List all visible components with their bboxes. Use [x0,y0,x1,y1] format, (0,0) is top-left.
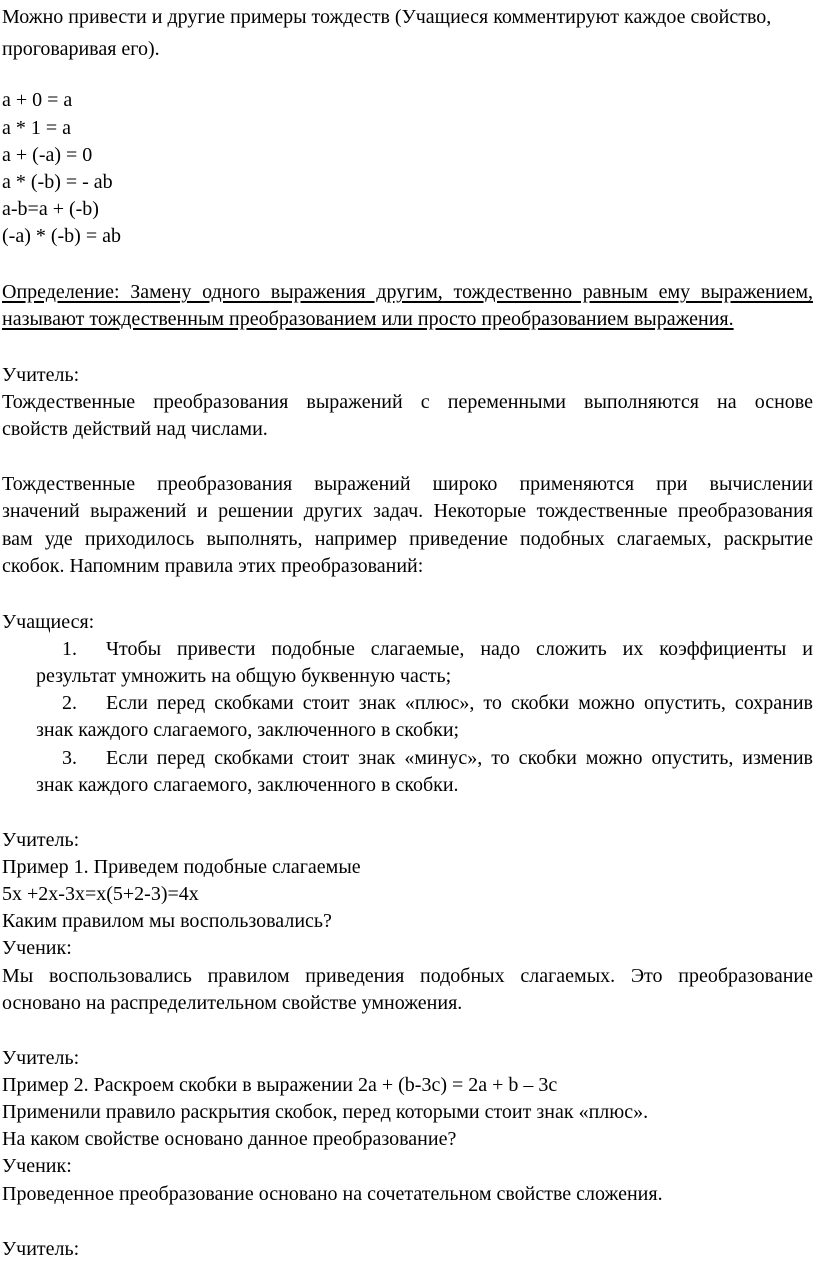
student-label-1: Ученик: [2,937,72,959]
rule-3-line-2: знак каждого слагаемого, заключенного в скобки. [36,774,459,796]
identity-4: a * (-b) = - ab [2,171,113,193]
example1-title: Пример 1. Приведем подобные слагаемые [2,856,361,878]
identity-3: a + (-a) = 0 [2,144,93,166]
rule-2-line-2: знак каждого слагаемого, заключенного в скобки; [36,719,460,741]
example1-expression: 5x +2x-3x=x(5+2-3)=4x [2,883,199,905]
example2-line-2: Применили правило раскрытия скобок, перед которыми стоит знак «плюс». [2,1101,649,1123]
rule-1-text: Чтобы привести подобные слагаемые, надо сложить их коэффициенты и [106,638,813,660]
example1-answer-line-1: Мы воспользовались правилом приведения подобных слагаемых. Это преобразование [2,965,813,987]
teacher1-p2-line-3: вам уде приходилось выполнять, например приведение подобных слагаемых, раскрытие [2,528,813,550]
rule-2-number: 2. [62,692,77,714]
example2-question: На каком свойстве основано данное преобразование? [2,1128,457,1150]
rule-3-text: Если перед скобками стоит знак «минус», то скобки можно опустить, изменив [106,747,813,769]
identity-1: a + 0 = a [2,89,73,111]
identity-5: a-b=a + (-b) [2,198,99,220]
rule-2-line-1 [62,689,813,717]
identity-6: (-a) * (-b) = ab [2,225,121,247]
example2-answer: Проведенное преобразование основано на сочетательном свойстве сложения. [2,1183,663,1205]
rule-1-line-1 [62,635,813,663]
rule-1-line-2: результат умножить на общую буквенную часть; [36,665,452,687]
definition-line-1: Определение: Замену одного выражения другим, тождественно равным ему выражением, [2,281,813,303]
rule-3-line-1 [62,744,813,772]
teacher-label-4: Учитель: [2,1238,80,1260]
student-label-2: Ученик: [2,1155,72,1177]
teacher1-p2-line-4: скобок. Напомним правила этих преобразований: [2,555,424,577]
teacher1-p1-line-2: свойств действий над числами. [2,418,268,440]
teacher1-p2-line-1: Тождественные преобразования выражений широко применяются при вычислении [2,473,813,495]
students-label: Учащиеся: [2,611,95,633]
example2-title: Пример 2. Раскроем скобки в выражении 2a + (b-3c) = 2a + b – 3c [2,1074,558,1096]
intro-line-1: Можно привести и другие примеры тождеств (Учащиеся комментируют каждое свойство, [2,6,772,28]
teacher-label-2: Учитель: [2,829,80,851]
example1-answer-line-2: основано на распределительном свойстве умножения. [2,992,463,1014]
rule-3-number: 3. [62,747,77,769]
identity-2: a * 1 = a [2,117,72,139]
teacher1-p2-line-2: значений выражений и решении других задач. Некоторые тождественные преобразования [2,500,813,522]
rule-2-text: Если перед скобками стоит знак «плюс», то скобки можно опустить, сохранив [106,692,813,714]
intro-line-2: проговаривая его). [2,38,160,60]
teacher-label-3: Учитель: [2,1047,80,1069]
definition-line-2: называют тождественным преобразованием или просто преобразованием выражения. [2,308,734,330]
example1-question: Каким правилом мы воспользовались? [2,910,332,932]
teacher1-p1-line-1: Тождественные преобразования выражений с переменными выполняются на основе [2,391,813,413]
teacher-label-1: Учитель: [2,364,80,386]
rule-1-number: 1. [62,638,77,660]
